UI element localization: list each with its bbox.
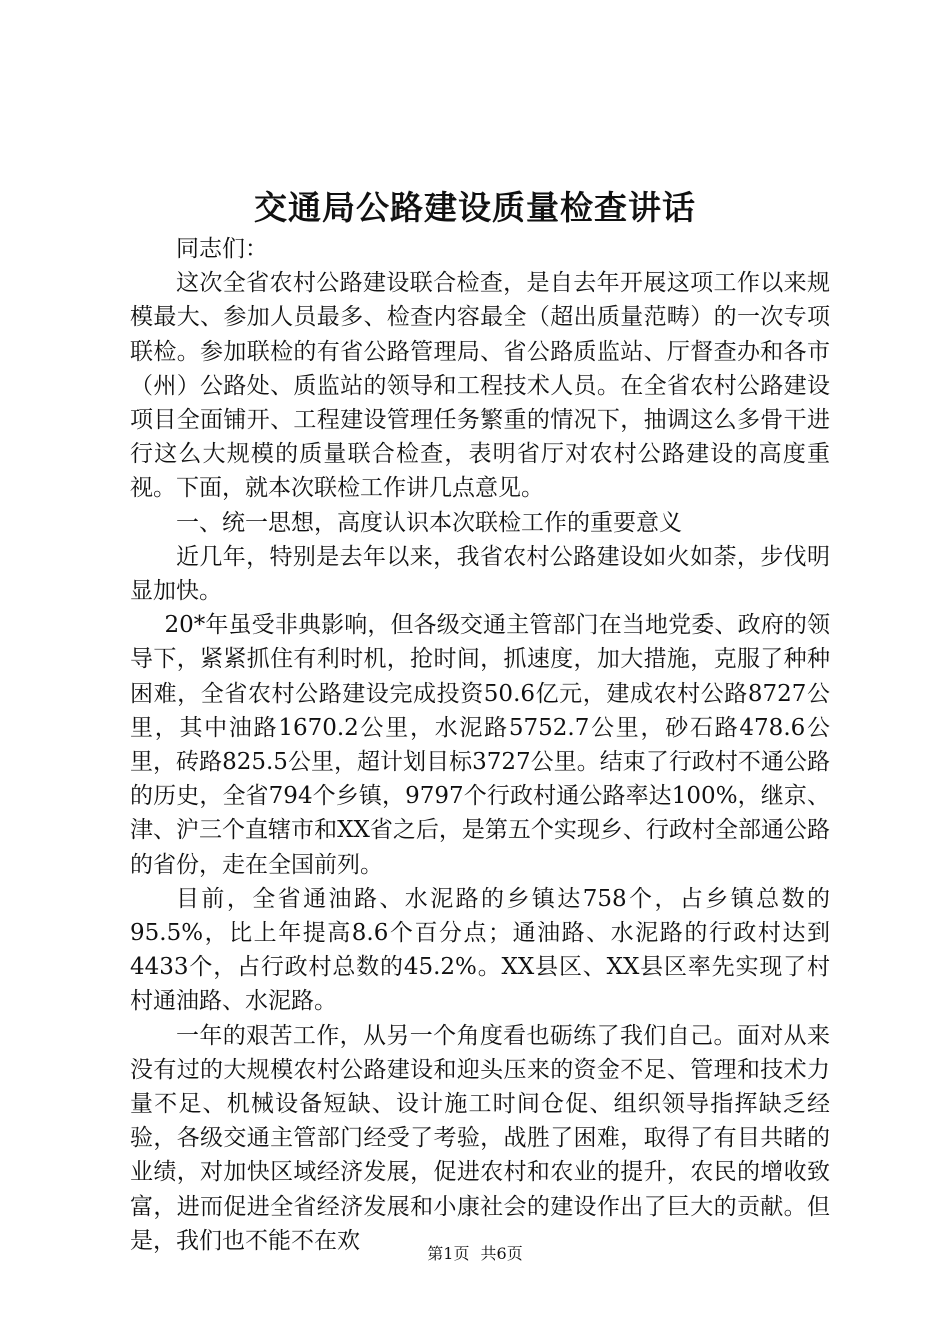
document-title: 交通局公路建设质量检查讲话: [254, 188, 696, 227]
paragraph: 一年的艰苦工作，从另一个角度看也砺练了我们自己。面对从来没有过的大规模农村公路建设和迎头压来的资金不足、管理和技术力量不足、机械设备短缺、设计施工时间仓促、组织领导指挥缺乏经验，各级交通主管部门经受了考验，战胜了困难，取得了有目共睹的业绩，对加快区域经济发展，促进农村和农业的提升，农民的增收致富，进而促进全省经济发展和小康社会的建设作出了巨大的贡献。但是，我们也不能不在欢: [130, 1022, 830, 1254]
paragraph: 目前，全省通油路、水泥路的乡镇达758个，占乡镇总数的95.5%，比上年提高8.6个百分点；通油路、水泥路的行政村达到4433个，占行政村总数的45.2%。XX县区、XX县区率先实现了村村通油路、水泥路。: [130, 885, 830, 1015]
paragraph: 20*年虽受非典影响，但各级交通主管部门在当地党委、政府的领导下，紧紧抓住有利时机，抢时间，抓速度，加大措施，克服了种种困难，全省农村公路建设完成投资50.6亿元，建成农村公路8727公里，其中油路1670.2公里，水泥路5752.7公里，砂石路478.6公里，砖路825.5公里，超计划目标3727公里。结束了行政村不通公路的历史，全省794个乡镇，9797个行政村通公路率达100%，继京、津、沪三个直辖市和XX省之后，是第五个实现乡、行政村全部通公路的省份，走在全国前列。: [130, 612, 830, 878]
page-number: 第1页: [427, 1244, 470, 1263]
salutation: 同志们：: [176, 236, 268, 262]
paragraph: 近几年，特别是去年以来，我省农村公路建设如火如荼，步伐明显加快。: [130, 543, 830, 605]
page-footer: [0, 1243, 950, 1265]
section-heading: 一、统一思想，高度认识本次联检工作的重要意义: [176, 509, 682, 536]
paragraph: 这次全省农村公路建设联合检查，是自去年开展这项工作以来规模最大、参加人员最多、检查内容最全（超出质量范畴）的一次专项联检。参加联检的有省公路管理局、省公路质监站、厅督查办和各市（州）公路处、质监站的领导和工程技术人员。在全省农村公路建设项目全面铺开、工程建设管理任务繁重的情况下，抽调这么多骨干进行这么大规模的质量联合检查，表明省厅对农村公路建设的高度重视。下面，就本次联检工作讲几点意见。: [130, 270, 830, 502]
page-total: 共6页: [480, 1244, 523, 1263]
document-body: [130, 232, 830, 1258]
